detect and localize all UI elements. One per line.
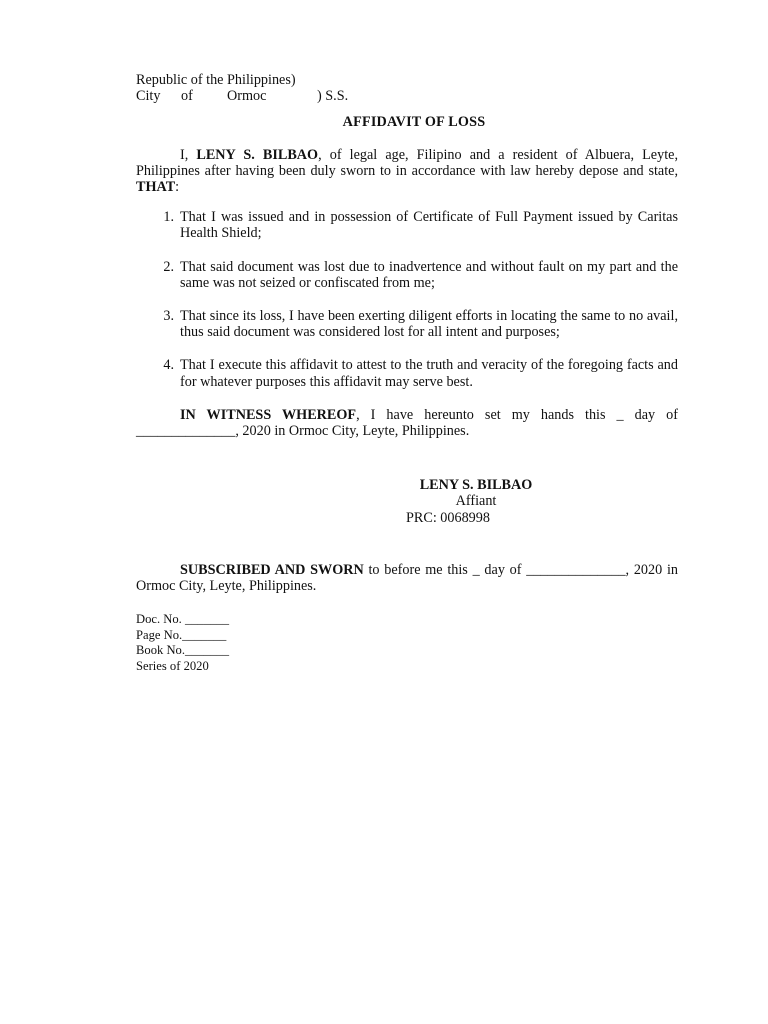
caption-of-label: of [181,88,193,105]
jurat-text: to before me this _ day of ______________, 2020 in Ormoc City, Leyte, Philippines. [136,561,678,595]
item-number: 3. [163,308,174,325]
venue-caption [136,72,678,104]
document-title: AFFIDAVIT OF LOSS [342,114,486,131]
caption-city-name: Ormoc [227,88,267,105]
witness-text: , I have hereunto set my hands this _ day of ______________, 2020 in Ormoc City, Leyte, Philippines. [136,406,679,440]
series-year: Series of 2020 [136,658,209,673]
witness-paragraph [136,407,678,439]
item-text: That I was issued and in possession of Certificate of Full Payment issued by Caritas Health Shield; [180,209,678,242]
list-item [136,357,678,389]
intro-pre: I, [180,146,197,163]
list-item [136,259,678,291]
intro-post: : [175,179,180,196]
caption-city-label: City [136,88,161,105]
book-number: Book No._______ [136,643,230,658]
affiant-role: Affiant [455,493,497,510]
intro-that: THAT [136,179,176,196]
list-item [136,209,678,241]
list-item [136,308,678,340]
item-number: 4. [163,357,174,374]
intro-paragraph [136,147,678,196]
item-number: 1. [163,209,174,226]
affidavit-document [136,72,678,674]
notarial-register [136,612,678,674]
item-text: That said document was lost due to inadvertence and without fault on my part and the same was not seized or confiscated from me; [180,258,678,291]
doc-number: Doc. No. _______ [136,612,230,627]
affiant-name-inline: LENY S. BILBAO [196,146,319,163]
caption-city-row [136,88,678,104]
jurat-paragraph [136,562,678,594]
jurat-heading: SUBSCRIBED AND SWORN [180,561,364,578]
caption-republic: Republic of the Philippines) [136,72,296,88]
affiant-name: LENY S. BILBAO [419,477,533,494]
witness-heading: IN WITNESS WHEREOF [180,406,357,423]
affiant-prc: PRC: 0068998 [406,509,490,526]
caption-ss: ) S.S. [317,88,349,105]
item-text: That I execute this affidavit to attest to the truth and veracity of the foregoing facts and for whatever purposes this affidavit may serve best. [180,357,678,390]
signature-block [406,477,546,526]
item-text: That since its loss, I have been exerting diligent efforts in locating the same to no avail, thus said document was considered lost for all intent and purposes; [180,308,678,341]
page-number: Page No._______ [136,627,227,642]
intro-mid: , of legal age, Filipino and a resident of Albuera, Leyte, Philippines after having been duly sworn to in accordance with law hereby depose and state, [136,146,678,179]
statement-list [136,209,678,390]
item-number: 2. [163,258,174,275]
